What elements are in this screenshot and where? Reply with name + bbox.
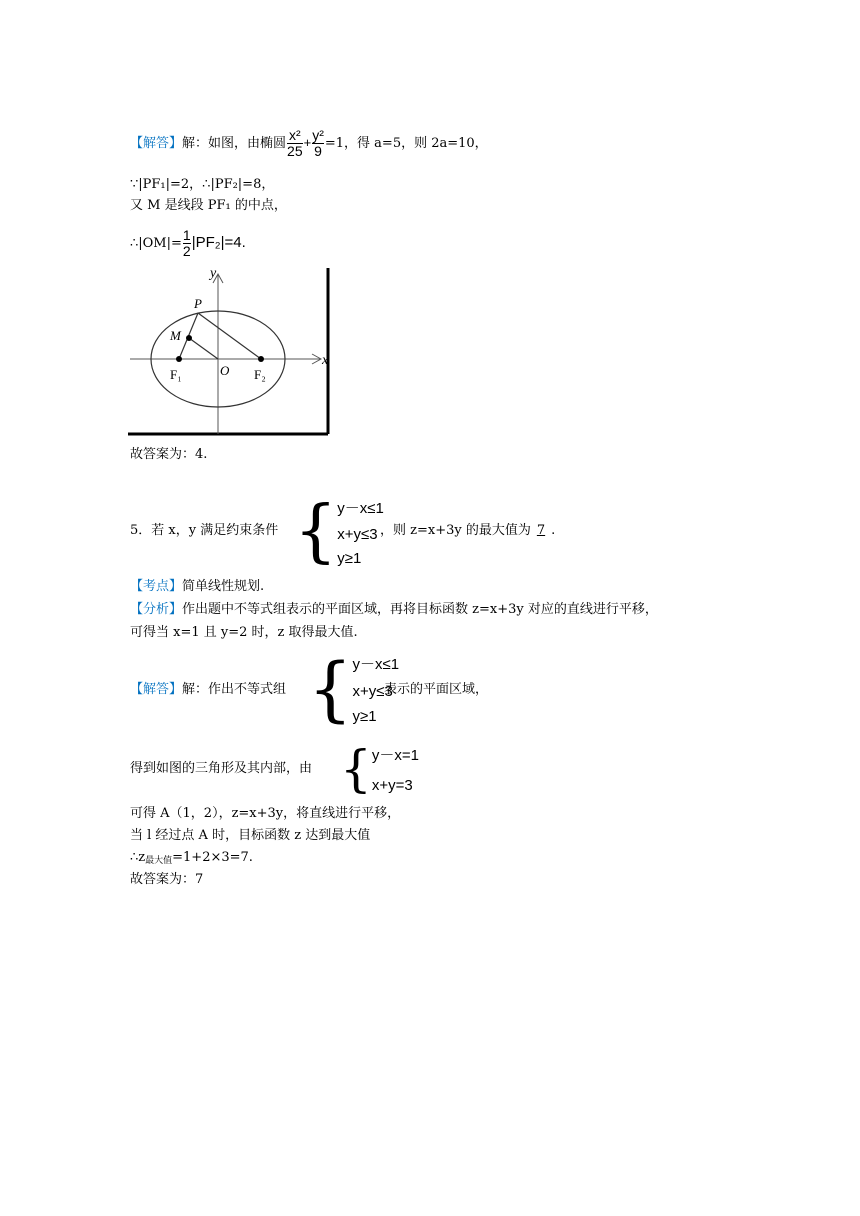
- solution1-line3: 又 M 是线段 PF₁ 的中点，: [130, 198, 287, 213]
- constraint-1: y－x≤1: [352, 656, 400, 673]
- label-o: O: [220, 363, 230, 378]
- solution2-line1-post: 表示的平面区域，: [384, 682, 489, 697]
- solution2-line1-pre: 【解答】解：作出不等式组: [130, 682, 287, 697]
- fraction-y2-9: $\frac{\text{y²}}{9}$: [312, 127, 324, 159]
- constraint-2: x+y≤3: [337, 525, 378, 543]
- point-f2: [258, 356, 264, 362]
- solution2-line3: 可得 A（1，2），z=x+3y，将直线进行平移，: [130, 806, 401, 821]
- fenxi-line2: 可得当 x=1 且 y=2 时，z 取得最大值.: [130, 625, 358, 640]
- brace: {: [340, 740, 372, 798]
- kaodian-line: 【考点】简单线性规划.: [130, 579, 265, 594]
- solution1-line4: ∴|OM|= $\frac{1}{2}$ |PF₂|=4.: [130, 227, 246, 259]
- solution2-line2: 得到如图的三角形及其内部，由: [130, 761, 313, 776]
- fraction-x2-25: $\frac{\text{x²}}{25}$: [287, 127, 303, 159]
- label-x: x: [322, 353, 329, 368]
- q5-constraint-system: [294, 492, 384, 571]
- constraint-1: y－x≤1: [337, 500, 384, 517]
- constraint-3: y≥1: [352, 708, 377, 725]
- equation-1: y－x=1: [371, 747, 419, 764]
- answer1: 故答案为：4.: [130, 447, 208, 462]
- answer2: 故答案为：7: [130, 872, 204, 887]
- constraint-2: x+y≤3: [352, 682, 393, 700]
- q5-answer-blank: 7: [536, 523, 546, 538]
- subscript-max: 最大值: [145, 856, 173, 866]
- brace: {: [308, 648, 353, 730]
- solution2-line5: ∴z最大值=1+2×3=7.: [130, 850, 253, 866]
- solution-tag: 【解答】: [130, 136, 183, 151]
- solution2-line4: 当 l 经过点 A 时，目标函数 z 达到最大值: [130, 828, 371, 843]
- label-p: P: [194, 296, 202, 311]
- q5-prefix: 5．若 x，y 满足约束条件: [130, 523, 279, 538]
- brace: {: [294, 492, 338, 571]
- point-m: [186, 335, 192, 341]
- q5-suffix: ，则 z=x+3y 的最大值为 7 .: [380, 523, 556, 538]
- solution1-line1: 【解答】解：如图，由椭圆 $\frac{\text{x²}}{25}$ + $\frac{\text{y²}}{9}$ =1，得 a=5，则 2a=10，: [130, 127, 488, 159]
- fraction-half: $\frac{1}{2}$: [182, 227, 191, 259]
- label-m: M: [170, 328, 181, 343]
- point-f1: [176, 356, 182, 362]
- ellipse-figure: [128, 262, 333, 438]
- constraint-3: y≥1: [337, 550, 362, 567]
- label-f1: F₁: [170, 367, 182, 382]
- equation-2: x+y=3: [371, 777, 413, 794]
- fenxi-line1: 【分析】作出题中不等式组表示的平面区域，再将目标函数 z=x+3y 对应的直线进行平移，: [130, 602, 658, 617]
- solution1-line2: ∵|PF₁|=2，∴|PF₂|=8，: [130, 177, 275, 192]
- label-y: y: [210, 266, 217, 281]
- sol2-equation-system: [340, 740, 419, 798]
- label-f2: F₂: [254, 367, 266, 382]
